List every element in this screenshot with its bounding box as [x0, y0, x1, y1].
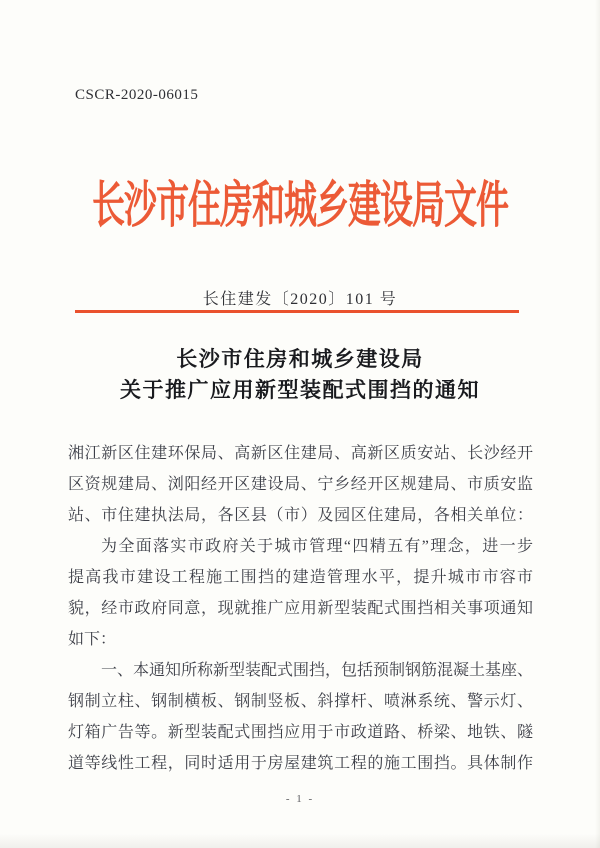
- body-line: 区资规建局、浏阳经开区建设局、宁乡经开区规建局、市质安监: [68, 476, 533, 493]
- document-reference-number: 长住建发〔2020〕101 号: [202, 291, 398, 308]
- red-letterhead: [0, 181, 600, 233]
- body-line: 道等线性工程，同时适用于房屋建筑工程的施工围挡。具体制作: [68, 755, 533, 772]
- body-line: 一、本通知所称新型装配式围挡，包括预制钢筋混凝土基座、: [101, 662, 534, 679]
- red-divider-line: [75, 310, 519, 313]
- body-line: 站、市住建执法局，各区县（市）及园区住建局，各相关单位：: [68, 507, 533, 524]
- document-index-code: CSCR-2020-06015: [75, 87, 199, 103]
- document-subject: [0, 344, 600, 406]
- subject-line-2: 关于推广应用新型装配式围挡的通知: [120, 378, 480, 402]
- agency-letterhead-title: 长沙市住房和城乡建设局文件: [92, 179, 508, 235]
- subject-line-1: 长沙市住房和城乡建设局: [176, 347, 424, 371]
- body-line: 为全面落实市政府关于城市管理“四精五有”理念，进一步: [101, 538, 533, 555]
- document-body: [68, 438, 533, 779]
- page-number: - 1 -: [285, 793, 315, 805]
- body-line: 貌，经市政府同意，现就推广应用新型装配式围挡相关事项通知: [68, 600, 533, 617]
- body-line: 钢制立柱、钢制横板、钢制竖板、斜撑杆、喷淋系统、警示灯、: [68, 693, 533, 710]
- body-line: 湘江新区住建环保局、高新区住建局、高新区质安站、长沙经开: [68, 445, 533, 462]
- body-line: 如下：: [68, 631, 117, 648]
- body-line: 提高我市建设工程施工围挡的建造管理水平，提升城市市容市: [68, 569, 533, 586]
- body-line: 灯箱广告等。新型装配式围挡应用于市政道路、桥梁、地铁、隧: [68, 724, 533, 741]
